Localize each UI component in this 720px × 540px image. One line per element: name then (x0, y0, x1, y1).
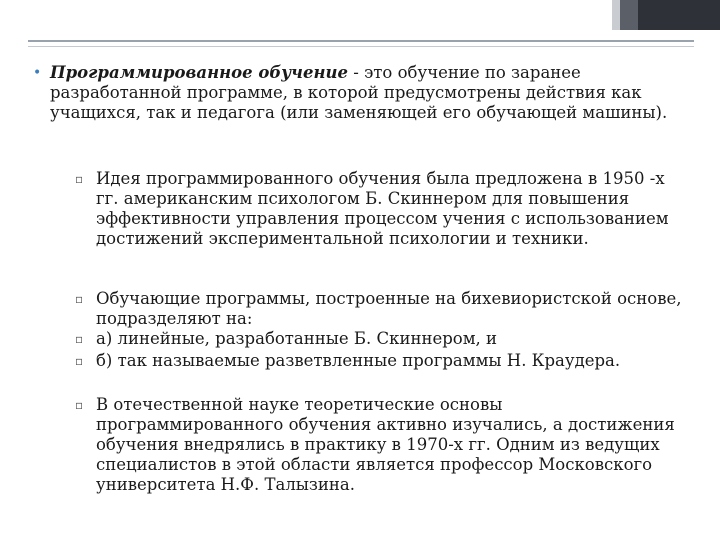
sub-point (75, 329, 686, 349)
sub-point-text: б) так называемые разветвленные программы Н. Краудера. (96, 351, 621, 370)
bullet-square-icon: ▫ (75, 172, 84, 186)
sub-point (75, 169, 686, 249)
sub-point (75, 351, 686, 371)
sub-point-text: Обучающие программы, построенные на бихевиористской основе, подразделяют на: (96, 289, 682, 328)
main-point-term: Программированное обучение (50, 63, 348, 82)
bullet-square-icon: ▫ (75, 398, 84, 412)
bullet-dot-icon: • (33, 65, 42, 81)
bullet-square-icon: ▫ (75, 354, 84, 368)
sub-point-text: В отечественной науке теоретические основы программированного обучения активно изучались, а достижения обучения внедрялись в практику в 1970-х гг. Одним из ведущих специалистов в этой области является профессор Московского университета Н.Ф. Талызина. (96, 395, 675, 494)
main-point-text: - это обучение по заранее разработанной программе, в которой предусмотрены действия как учащихся, так и педагога (или заменяющей его обучающей машины). (50, 63, 668, 122)
sub-point-text: Идея программированного обучения была предложена в 1950 -х гг. американским психологом Б. Скиннером для повышения эффективности управления процессом учения с использованием достижений экспериментальной психологии и техники. (96, 169, 669, 248)
main-point (33, 63, 690, 123)
sub-point (75, 289, 686, 329)
bullet-square-icon: ▫ (75, 292, 84, 306)
sub-point (75, 395, 686, 495)
sub-point-text: а) линейные, разработанные Б. Скиннером, и (96, 329, 498, 348)
bullet-square-icon: ▫ (75, 332, 84, 346)
